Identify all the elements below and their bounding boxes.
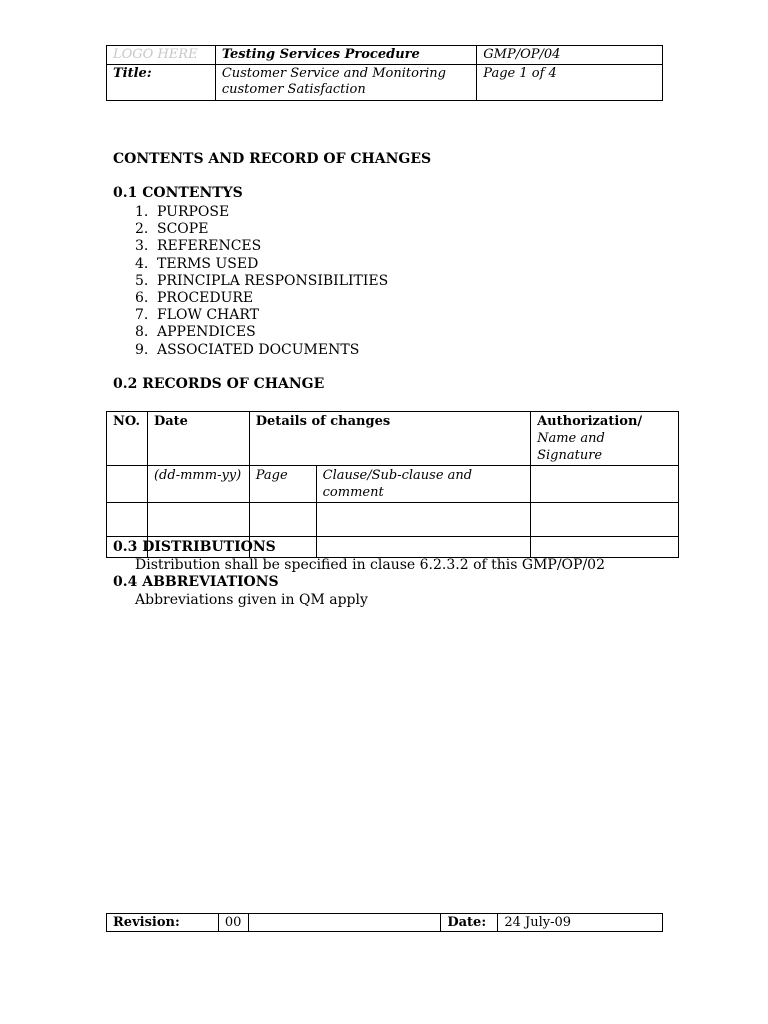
col-details: Details of changes [249,412,530,466]
col-clause: Clause/Sub-clause and comment [316,466,530,503]
col-date: Date [147,412,249,466]
contents-item [135,238,388,255]
table-cell [531,466,679,503]
col-auth-label: Authorization/ [537,414,643,429]
contents-item-number: 5. [135,272,149,289]
contents-item [135,204,388,221]
contents-item-number: 8. [135,324,149,341]
records-table [106,411,679,558]
contents-item-label: PROCEDURE [157,289,254,306]
contents-item-label: ASSOCIATED DOCUMENTS [157,341,360,358]
title-line-1: Customer Service and Monitoring [221,66,447,81]
col-auth-sub: Name and Signature [537,431,605,463]
records-heading: 0.2 RECORDS OF CHANGE [113,376,325,392]
title-line-2: customer Satisfaction [221,82,366,97]
col-no: NO. [107,412,148,466]
contents-item [135,324,388,341]
revision-value: 00 [218,914,248,932]
contents-item-number: 2. [135,221,149,238]
contents-item [135,290,388,307]
contents-item-number: 6. [135,289,149,306]
distributions-text: Distribution shall be specified in clause 6.2.3.2 of this GMP/OP/02 [135,557,605,573]
contents-item-label: SCOPE [157,221,209,238]
contents-item-label: TERMS USED [157,255,259,272]
contents-item [135,307,388,324]
title-label: Title: [107,65,216,101]
contents-item-label: FLOW CHART [157,307,259,324]
page-number: Page 1 of 4 [477,65,663,101]
revision-label: Revision: [107,914,219,932]
contents-item-number: 9. [135,341,149,358]
col-page: Page [249,466,316,503]
col-authorization [531,412,679,466]
table-cell [107,466,148,503]
contents-item-label: APPENDICES [157,324,256,341]
document-title: Testing Services Procedure [215,46,476,65]
contents-item [135,342,388,359]
main-heading: CONTENTS AND RECORD OF CHANGES [113,151,432,167]
date-label: Date: [441,914,498,932]
contents-item-label: PRINCIPLA RESPONSIBILITIES [157,272,389,289]
distributions-heading: 0.3 DISTRIBUTIONS [113,539,276,555]
logo-placeholder: LOGO HERE [107,46,216,65]
date-value: 24 July-09 [498,914,663,932]
contents-item-number: 3. [135,238,149,255]
contents-item-label: PURPOSE [157,204,230,220]
contents-item-number: 4. [135,255,149,272]
contents-item-number: 1. [135,204,149,220]
abbreviations-heading: 0.4 ABBREVIATIONS [113,574,279,590]
table-row [107,503,679,537]
contents-item [135,221,388,238]
contents-item-number: 7. [135,307,149,324]
abbreviations-text: Abbreviations given in QM apply [135,592,368,608]
date-format: (dd-mmm-yy) [147,466,249,503]
title-value [215,65,476,101]
contents-item [135,256,388,273]
header-table [106,45,663,101]
contents-list [135,204,388,359]
contents-item [135,273,388,290]
contents-item-label: REFERENCES [157,238,262,255]
contents-heading: 0.1 CONTENTYS [113,185,243,201]
footer-table [106,913,663,932]
document-code: GMP/OP/04 [477,46,663,65]
footer-blank-cell [248,914,440,932]
